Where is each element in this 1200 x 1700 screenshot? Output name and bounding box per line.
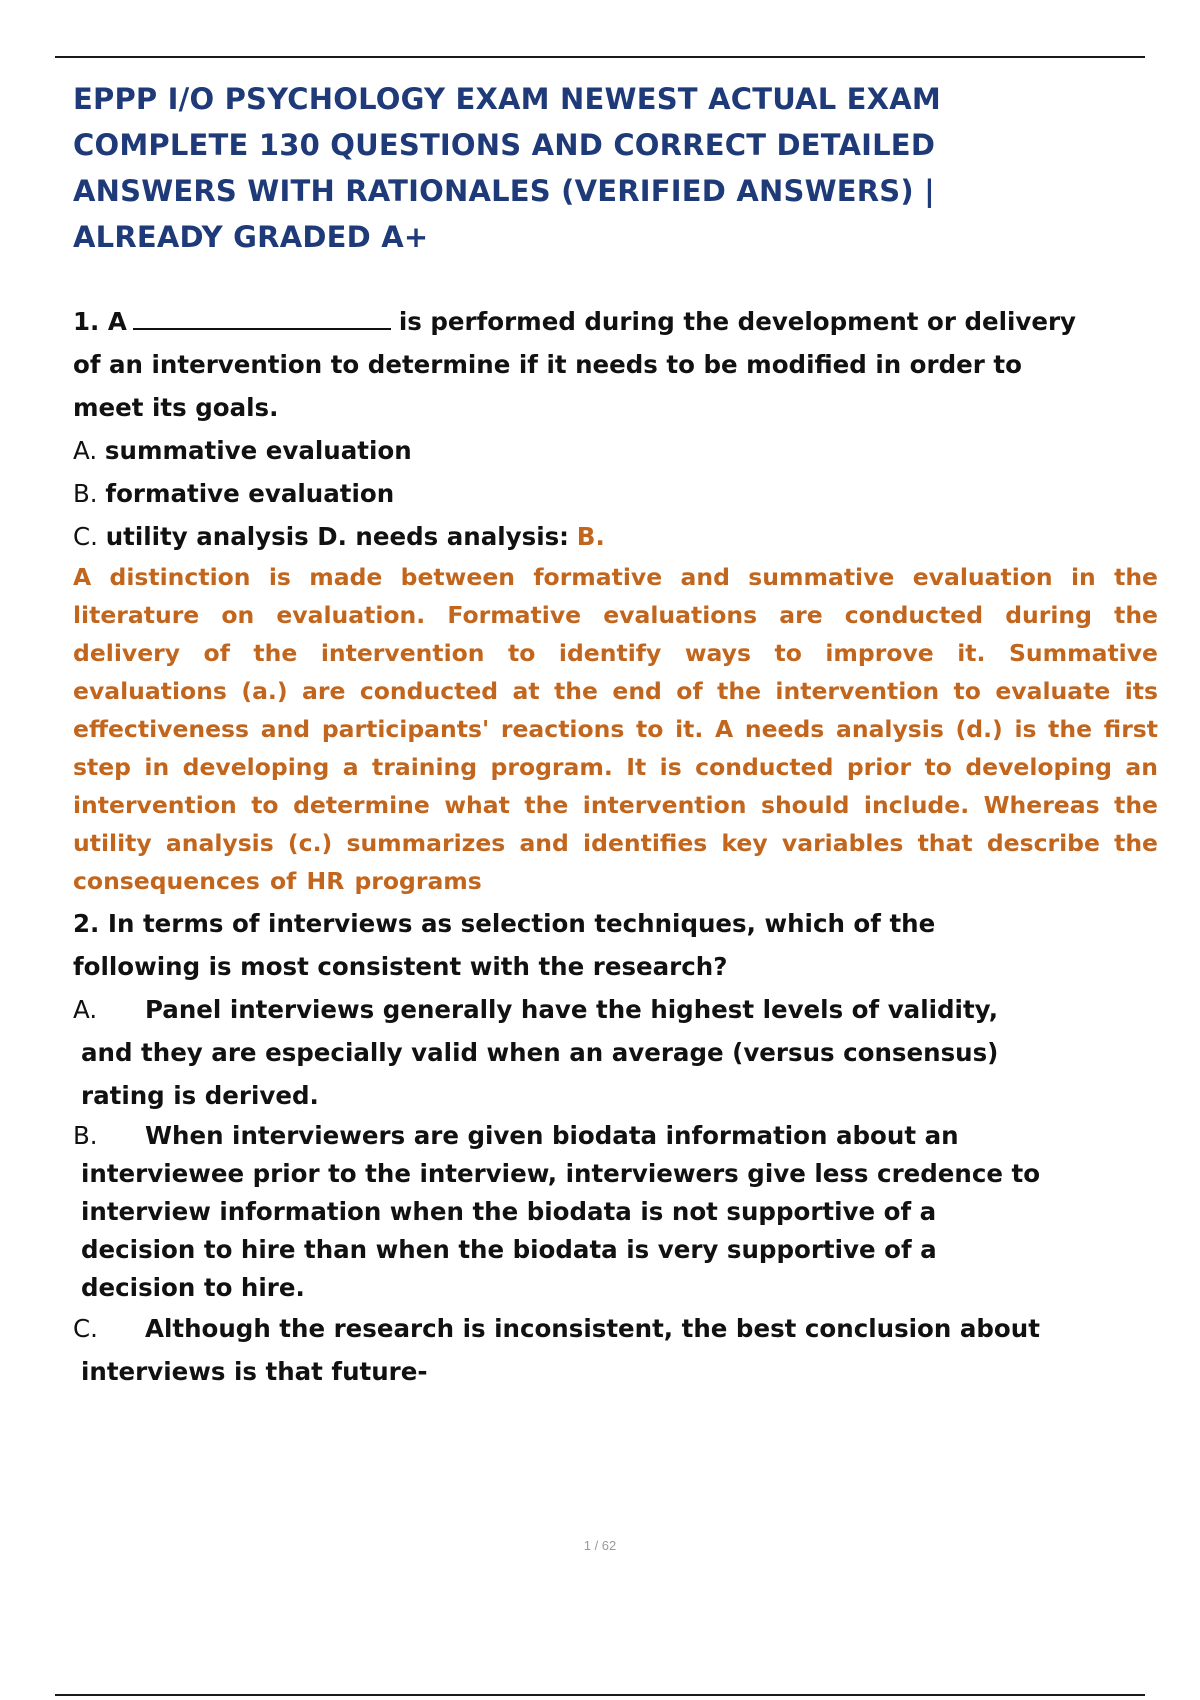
top-rule <box>55 56 1145 58</box>
title-line: EPPP I/O PSYCHOLOGY EXAM NEWEST ACTUAL EXAM <box>73 82 941 116</box>
question-1-stem: 1. A is performed during the development or delivery of an intervention to determine if it needs to be modified in order to meet its goals. <box>73 300 1158 429</box>
question-1-option-b: B. formative evaluation <box>73 479 395 508</box>
question-2-stem: 2. In terms of interviews as selection techniques, which of the following is most consistent with the research? <box>73 909 936 981</box>
page-number: 1 / 62 <box>583 1538 617 1553</box>
question-1-answer: B. <box>576 522 605 551</box>
title-line: ALREADY GRADED A+ <box>73 220 429 254</box>
question-1-option-a: A. summative evaluation <box>73 436 412 465</box>
fill-in-blank <box>133 304 391 330</box>
question-1-rationale: A distinction is made between formative and summative evaluation in the literature on evaluation. Formative evaluations are conducted during the delivery of the intervention to identify ways to improve it. Summative evaluations (a.) are conducted at the end of the intervention to evaluate its effectiveness and participants' reactions to it. A needs analysis (d.) is the first step in developing a training program. It is conducted prior to developing an intervention to determine what the intervention should include. Whereas the utility analysis (c.) summarizes and identifies key variables that describe the consequences of HR programs <box>73 563 1158 895</box>
title-line: COMPLETE 130 QUESTIONS AND CORRECT DETAILED <box>73 128 936 162</box>
document-title <box>73 76 1158 260</box>
question-2-option-b: B. When interviewers are given biodata information about an interviewee prior to the interview, interviewers give less credence to interview information when the biodata is not supportive of a decision to hire than when the biodata is very supportive of a decision to hire. <box>73 1121 1041 1302</box>
bottom-rule <box>55 1694 1145 1696</box>
question-2-option-c: C. Although the research is inconsistent, the best conclusion about interviews is that future- <box>73 1314 1040 1386</box>
question-1-option-c: C. utility analysis D. needs analysis: B. <box>73 522 605 551</box>
question-2-option-a: A. Panel interviews generally have the highest levels of validity, and they are especially valid when an average (versus consensus) rating is derived. <box>73 995 999 1110</box>
question-1 <box>73 300 1158 900</box>
page-content <box>73 76 1158 1393</box>
question-2 <box>73 902 1158 1393</box>
title-line: ANSWERS WITH RATIONALES (VERIFIED ANSWERS) | <box>73 174 935 208</box>
